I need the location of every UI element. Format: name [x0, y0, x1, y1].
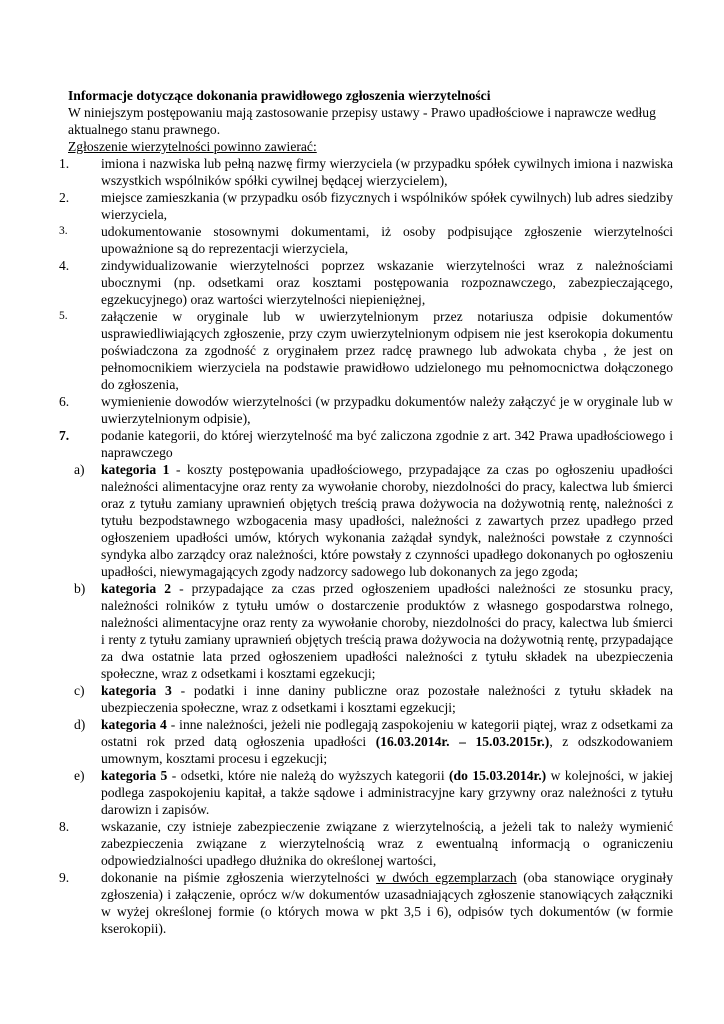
category-item	[68, 767, 673, 818]
list-item	[59, 869, 673, 937]
item-text: udokumentowanie stosownymi dokumentami, iż osoby podpisujące zgłoszenie wierzytelności upoważnione są do reprezentacji wierzyciela,	[101, 224, 673, 256]
list-item	[59, 189, 673, 223]
category-item	[68, 682, 673, 716]
item-number: 4.	[59, 258, 70, 273]
document-page	[59, 87, 673, 937]
item-text: dokonanie na piśmie zgłoszenia wierzytelności	[101, 870, 377, 885]
document-title: Informacje dotyczące dokonania prawidłowego zgłoszenia wierzytelności	[68, 88, 491, 103]
category-text-end: w kolejności, w jakiej podlega zaspokojeniu kapitał, a także sądowe i administracyjne kary grzywny oraz należności z tytułu darowizn i zapisów.	[101, 768, 673, 817]
item-text: zindywidualizowanie wierzytelności poprzez wskazanie wierzytelności wraz z należnościami ubocznymi (np. odsetkami oraz kosztami postępowania rozpoznawczego, zabezpieczającego, egzekucyjnego) oraz wartości wierzytelności niepieniężnej,	[101, 258, 673, 307]
item-text: miejsce zamieszkania (w przypadku osób fizycznych i wspólników spółek cywilnych) lub adres siedziby wierzyciela,	[101, 190, 673, 222]
item-number: 6.	[59, 394, 70, 409]
item-text: podanie kategorii, do której wierzytelność ma być zaliczona zgodnie z art. 342 Prawa upadłościowego i naprawczego	[101, 428, 673, 460]
list-item	[59, 427, 673, 461]
category-letter: e)	[74, 768, 85, 783]
list-heading: Zgłoszenie wierzytelności powinno zawierać:	[68, 139, 317, 154]
item-number: 1.	[59, 156, 70, 171]
requirements-list	[59, 155, 673, 461]
item-text: załączenie w oryginale lub w uwierzytelnionym przez notariusza odpisie dokumentów usprawiedliwiających zgłoszenie, przy czym uwierzytelnionym odpisem nie jest kserokopia dokumentu poświadczona za zgodność z oryginałem przez radcę prawnego lub adwokata chyba , że jest on pełnomocnikiem wierzyciela na podstawie prawidłowo udzielonego mu pełnomocnictwa dołączonego do zgłoszenia,	[101, 309, 673, 392]
category-text: - przypadające za czas przed ogłoszeniem upadłości należności ze stosunku pracy, należności rolników z tytułu umów o dostarczenie produktów z własnego gospodarstwa rolnego, należności alimentacyjne oraz renty za wywołanie choroby, niezdolności do pracy, kalectwa lub śmierci i renty z tytułu zamiany uprawnień objętych treścią prawa dożywocia na dożywotnią rentę, przypadające za dwa ostatnie lata przed ogłoszeniem upadłości należności z tytułu składek na ubezpieczenia społeczne, wraz z odsetkami i kosztami egzekucji;	[101, 581, 673, 681]
item-text: wskazanie, czy istnieje zabezpieczenie związane z wierzytelnością, a jeżeli tak to należy wymienić zabezpieczenia związane z wierzytelnością wraz z ewentualną informacją o ograniczeniu odpowiedzialności upadłego dłużnika do określonej wartości,	[101, 819, 673, 868]
item-number: 8.	[59, 819, 70, 834]
category-letter: a)	[74, 462, 85, 477]
category-text: - koszty postępowania upadłościowego, przypadające za czas po ogłoszeniu upadłości należności alimentacyjne oraz renty za wywołanie choroby, niezdolności do pracy, kalectwa lub śmierci oraz z tytułu zamiany uprawnień objętych treścią prawa dożywocia na dożywotnią rentę, należności z tytułu bezpodstawnego wzbogacenia masy upadłości, należności z zawartych przez upadłego przed ogłoszeniem upadłości umów, których wykonania zażądał syndyk, należności powstałe z czynności syndyka albo zarządcy oraz należności, które powstały z czynności upadłego dokonanych po ogłoszeniu upadłości, niewymagających zgody nadzorcy sadowego lub dokonanych za jego zgoda;	[101, 462, 673, 579]
requirements-list-continued	[59, 818, 673, 937]
category-letter: b)	[74, 581, 86, 596]
category-text-end: , z odszkodowaniem umownym, kosztami procesu i egzekucji;	[101, 734, 673, 766]
category-letter: c)	[74, 683, 85, 698]
category-label: kategoria 1	[101, 462, 170, 477]
categories-list	[68, 461, 673, 818]
list-item	[59, 257, 673, 308]
category-item	[68, 716, 673, 767]
item-number: 3.	[59, 225, 68, 237]
item-number: 9.	[59, 870, 70, 885]
category-item	[68, 461, 673, 580]
list-item	[59, 308, 673, 393]
list-item	[59, 155, 673, 189]
category-text: - podatki i inne daniny publiczne oraz pozostałe należności z tytułu składek na ubezpieczenia społeczne, wraz z odsetkami i kosztami egzekucji;	[101, 683, 673, 715]
category-dates: (do 15.03.2014r.)	[449, 768, 547, 783]
category-text: - inne należności, jeżeli nie podlegają zaspokojeniu w kategorii piątej, wraz z odsetkami za ostatni rok przed datą ogłoszenia upadłości	[101, 717, 673, 749]
list-item	[59, 223, 673, 257]
list-item	[59, 818, 673, 869]
category-letter: d)	[74, 717, 86, 732]
item-text-end: (oba stanowiące oryginały zgłoszenia) i załączenie, oprócz w/w dokumentów uzasadniających zgłoszenie stanowiących załączniki w wyżej określonej formie (o których mowa w pkt 3,5 i 6), odpisów tych dokumentów (w formie kserokopii).	[101, 870, 673, 936]
item-number: 2.	[59, 190, 70, 205]
category-text: - odsetki, które nie należą do wyższych kategorii	[167, 768, 450, 783]
category-label: kategoria 5	[101, 768, 168, 783]
category-dates: (16.03.2014r. – 15.03.2015r.)	[375, 734, 550, 749]
item-number: 7.	[59, 428, 70, 443]
item-text: wymienienie dowodów wierzytelności (w przypadku dokumentów należy załączyć je w oryginale lub w uwierzytelnionym odpisie),	[101, 394, 673, 426]
category-label: kategoria 3	[101, 683, 172, 698]
category-label: kategoria 4	[101, 717, 167, 732]
list-item	[59, 393, 673, 427]
intro-paragraph: W niniejszym postępowaniu mają zastosowanie przepisy ustawy - Prawo upadłościowe i naprawcze według aktualnego stanu prawnego.	[68, 105, 656, 137]
category-item	[68, 580, 673, 682]
item-number: 5.	[59, 310, 68, 322]
item-text-underlined: w dwóch egzemplarzach	[376, 870, 517, 885]
category-label: kategoria 2	[101, 581, 171, 596]
item-text: imiona i nazwiska lub pełną nazwę firmy wierzyciela (w przypadku spółek cywilnych imiona i nazwiska wszystkich wspólników spółki cywilnej będącej wierzycielem),	[101, 156, 673, 188]
